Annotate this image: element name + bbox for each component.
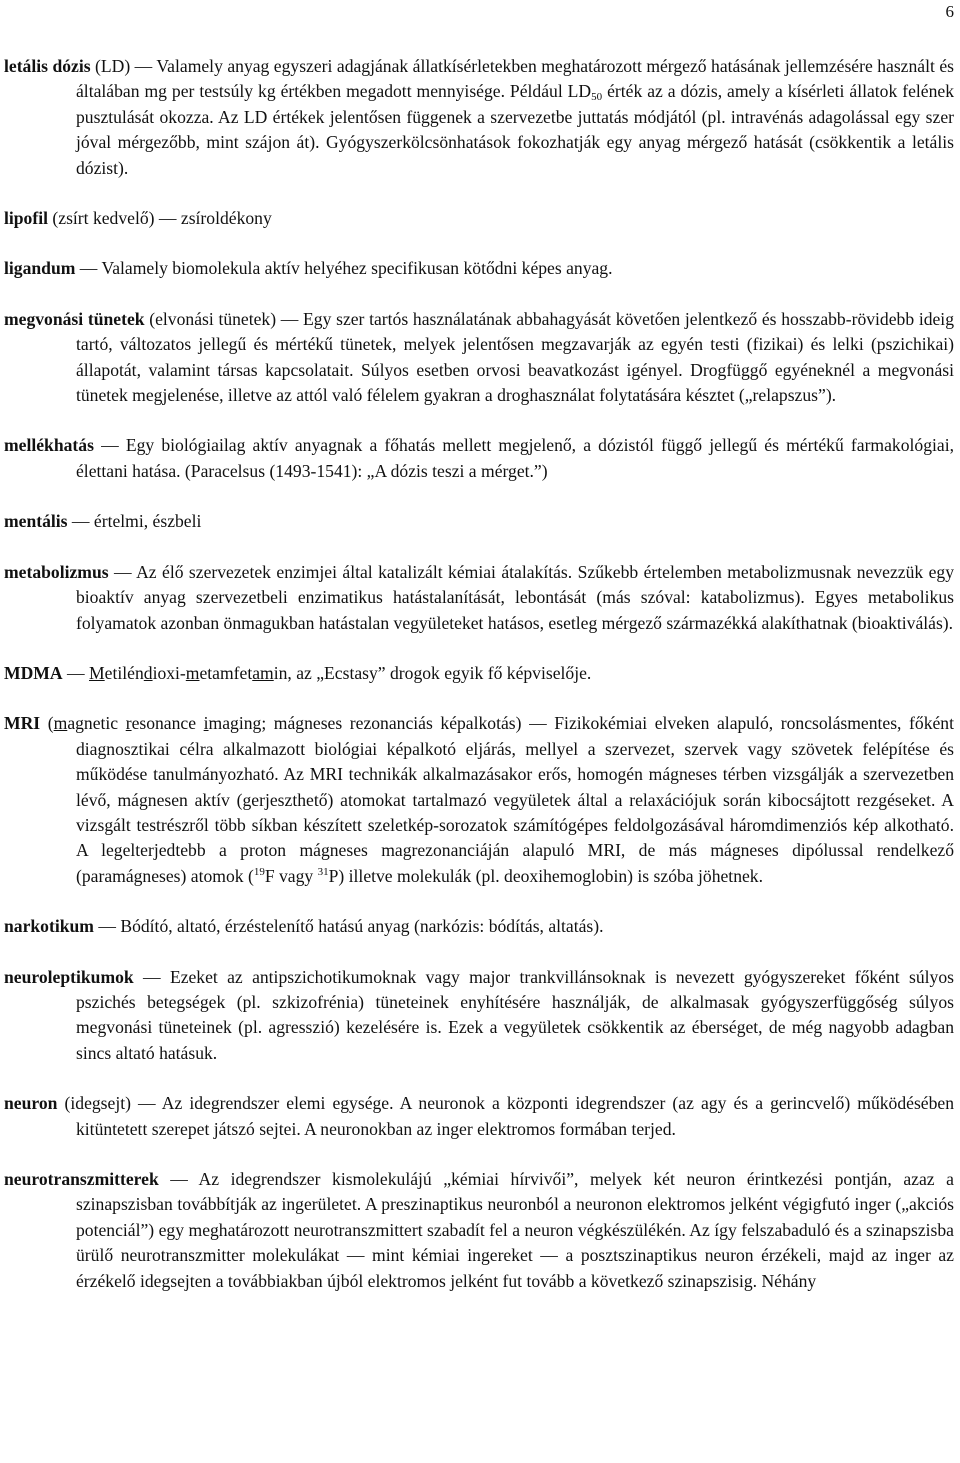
definition-text: maging xyxy=(208,713,262,734)
superscript: 19 xyxy=(253,865,265,878)
underlined-letter: r xyxy=(125,713,132,734)
superscript: 31 xyxy=(317,865,329,878)
entry-mentalis xyxy=(4,509,954,534)
term-letalis-dozis: letális dózis xyxy=(4,56,91,76)
entry-neuroleptikumok xyxy=(4,965,954,1067)
entry-mri xyxy=(4,711,954,889)
entry-mellekhatas xyxy=(4,433,954,484)
definition-text: — xyxy=(62,662,90,683)
definition-text: (zsírt kedvelő) — zsíroldékony xyxy=(48,208,272,229)
entry-ligandum xyxy=(4,256,954,281)
definition-text: — Az élő szervezetek enzimjei által katalizált kémiai átalakítás. Szűkebb értelemben metabolizmusnak nevezzük egy bioaktív anyag szervezetbeli enzimatikus hatástalanítását, lebontását (más szóval: katabolizmus). Egyes metabolikus folyamatok azonban önmagukban hatástalan vegyületeket hatásos, esetleg mérgező származékká alakíthatnak (bioaktiválás). xyxy=(76,561,954,633)
definition-text: etamfet xyxy=(199,662,253,683)
entry-lipofil xyxy=(4,206,954,231)
definition-text: etilén xyxy=(104,662,144,683)
definition-text: — Egy biológiailag aktív anyagnak a főhatás mellett megjelenő, a dózistól függő jellegű és mértékű farmakológiai, élettani hatása. (Paracelsus (1493-1541): „A dózis teszi a mérget.”) xyxy=(76,435,954,481)
underlined-letter: i xyxy=(203,713,209,734)
definition-text: érték az a dózis, amely a kísérleti állatok felének pusztulását okozza. Az LD értékek jelentősen függenek a szervezetbe juttatás módjától (pl. intravénás adagolással egy szer jóval mérgezőbb, mint szájon át). Gyógyszerkölcsönhatások fokozhatják egy anyag mérgező hatását (csökkentik a letális dózist). xyxy=(76,81,954,178)
term-mentalis: mentális xyxy=(4,511,68,532)
definition-text: F vagy xyxy=(264,865,318,886)
term-narkotikum: narkotikum xyxy=(4,916,94,937)
glossary-content xyxy=(4,54,954,1319)
definition-text: , az „Ecstasy” drogok egyik fő képviselője. xyxy=(287,662,592,683)
term-metabolizmus: metabolizmus xyxy=(4,561,109,582)
definition-text: (idegsejt) — Az idegrendszer elemi egysége. A neuronok a központi idegrendszer (az agy és a gerincvelő) működésében kitüntetett szerepet játszó sejtei. A neuronokban az inger elektromos formában terjed. xyxy=(57,1093,954,1139)
definition-text: — Valamely biomolekula aktív helyéhez specifikusan kötődni képes anyag. xyxy=(75,258,613,279)
term-lipofil: lipofil xyxy=(4,208,48,229)
definition-text: (LD) — Valamely anyag egyszeri adagjának állatkísérletekben meghatározott mérgező hatásának jellemzésére használt és általában mg per testsúly kg értékben megadott mennyisége. Például LD xyxy=(76,56,955,102)
entry-narkotikum xyxy=(4,914,954,939)
entry-neurotranszmitterek xyxy=(4,1167,954,1294)
definition-text: P) illetve molekulák (pl. deoxihemoglobin) is szóba jöhetnek. xyxy=(328,865,763,886)
definition-text: in xyxy=(273,662,288,683)
definition-text: agnetic xyxy=(67,713,126,734)
term-neuron: neuron xyxy=(4,1093,58,1114)
definition-text: ; mágneses rezonanciás képalkotás) — Fizikokémiai elveken alapuló, roncsolásmentes, főként diagnosztikai célra alkalmazott biológiai képalkotó eljárás, mellyel a szervezet, szervek vagy szövetek felépítése és működése tanulmányozható. Az MRI technikák alkalmazásakor erős, homogén mágneses térben vizsgálják a szervezetben lévő, mágnesen aktív (gerjeszthető) atomokat tartalmazó vegyületek által a relaxációjuk során kibocsájtott rezgéseket. A vizsgált testrészről több síkban készített szeletkép-sorozatok számítógépes feldolgozásával háromdimenziós kép alkotható. A legelterjedtebb a proton mágneses magrezonanciáján alapuló MRI, de más mágneses dipólussal rendelkező (paramágneses) atomok ( xyxy=(76,713,954,886)
definition-text: ioxi- xyxy=(152,662,186,683)
underlined-letter: d xyxy=(143,662,153,683)
entry-megvonasi-tunetek xyxy=(4,307,954,409)
term-neuroleptikumok: neuroleptikumok xyxy=(4,966,134,987)
entry-neuron xyxy=(4,1091,954,1142)
entry-metabolizmus xyxy=(4,560,954,636)
term-ligandum: ligandum xyxy=(4,258,76,279)
page-number: 6 xyxy=(945,2,954,21)
subscript: 50 xyxy=(591,91,603,104)
definition-text: ( xyxy=(40,713,54,734)
definition-text: (elvonási tünetek) — Egy szer tartós használatának abbahagyását követően jelentkező és hosszabb-rövidebb ideig tartó, változatos jellegű és mértékű tünetek, melyek jelentősen megzavarják az egyén testi (fizikai) és lelki (pszichikai) állapotát, valamint társas kapcsolatait. Súlyos esetben orvosi beavatkozást igényel. Drogfüggő egyéneknél a megvonási tünetek megjelenése, illetve az attól való félelem gyakran a droghasználat folytatására késztet („relapszus”). xyxy=(76,308,954,406)
term-megvonasi-tunetek: megvonási tünetek xyxy=(4,308,145,329)
definition-text: — értelmi, észbeli xyxy=(67,511,202,532)
term-mdma: MDMA xyxy=(4,662,63,683)
entry-mdma xyxy=(4,661,954,686)
term-mellekhatas: mellékhatás xyxy=(4,435,94,456)
underlined-letter: M xyxy=(89,662,105,683)
entry-letalis-dozis xyxy=(4,54,954,181)
underlined-letter: m xyxy=(53,713,68,734)
term-mri: MRI xyxy=(4,713,41,734)
definition-text: — Bódító, altató, érzéstelenítő hatású anyag (narkózis: bódítás, altatás). xyxy=(93,916,604,937)
definition-text: — Ezeket az antipszichotikumoknak vagy major trankvillánsoknak is nevezett gyógyszereket főként súlyos pszichés betegségek (pl. szkizofrénia) tüneteinek enyhítésére használják, de alkalmasak gyógyszerfüggőség súlyos megvonási tüneteinek (pl. agresszió) kezelésére is. Ezek a vegyületek csökkentik az éberséget, de még nagyobb adagban sincs altató hatásuk. xyxy=(76,966,954,1063)
definition-text: — Az idegrendszer kismolekulájú „kémiai hírvivői”, melyek két neuron érintkezési pontján, azaz a szinapszisban továbbítják az ingerületet. A preszinaptikus neuronból a neuronon elektromos jelként végigfutó inger („akciós potenciál”) egy meghatározott neurotranszmittert szabadít fel a neuron végkészülékén. Az így felszabaduló és a szinapszisba ürülő neurotranszmitter molekulákat — mint kémiai ingereket — a posztszinaptikus neuron érzékeli, majd az inger az érzékelő idegsejten a továbbiakban újból elektromos jelként fut tovább a következő szinapszisig. Néhány xyxy=(76,1169,954,1291)
definition-text: esonance xyxy=(131,713,204,734)
term-neurotranszmitterek: neurotranszmitterek xyxy=(4,1169,159,1189)
underlined-letter: am xyxy=(252,662,274,683)
underlined-letter: m xyxy=(185,662,200,683)
